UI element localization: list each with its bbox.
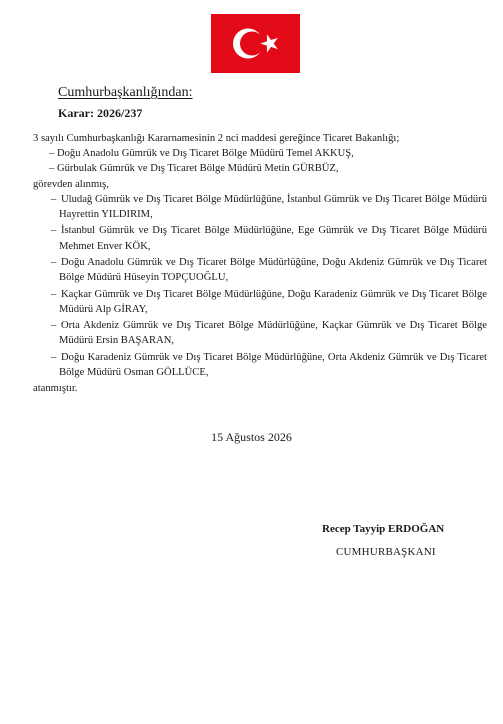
appointment-item xyxy=(33,192,487,222)
dash: – xyxy=(51,193,57,205)
dash: – xyxy=(51,225,57,237)
dismissed-item-text: Gürbulak Gümrük ve Dış Ticaret Bölge Müdürü Metin GÜRBÜZ, xyxy=(56,163,339,175)
dismissed-item xyxy=(33,146,487,161)
appointment-item-text: İstanbul Gümrük ve Dış Ticaret Bölge Müdürlüğüne, Ege Gümrük ve Dış Ticaret Bölge Müdürü Mehmet Enver KÖK, xyxy=(59,225,487,252)
dismissed-item-text: Doğu Anadolu Gümrük ve Dış Ticaret Bölge Müdürü Temel AKKUŞ, xyxy=(56,148,354,160)
dismissed-item xyxy=(33,161,487,176)
dismissed-tail: görevden alınmış, xyxy=(33,178,109,190)
signatory-name: Recep Tayyip ERDOĞAN xyxy=(322,523,445,535)
issuing-authority: Cumhurbaşkanlığından: xyxy=(58,85,193,100)
decision-body xyxy=(33,131,487,397)
appointment-item-text: Uludağ Gümrük ve Dış Ticaret Bölge Müdürlüğüne, İstanbul Gümrük ve Dış Ticaret Bölge Müdürü Hayrettin YILDIRIM, xyxy=(59,193,487,221)
appointment-item xyxy=(33,287,487,317)
closing-word: atanmıştır. xyxy=(33,383,78,395)
appointment-item-text: Doğu Anadolu Gümrük ve Dış Ticaret Bölge Müdürlüğüne, Doğu Akdeniz Gümrük ve Dış Ticaret Bölge Müdürü Hüseyin TOPÇUOĞLU, xyxy=(59,257,487,284)
appointment-item-text: Kaçkar Gümrük ve Dış Ticaret Bölge Müdürlüğüne, Doğu Karadeniz Gümrük ve Dış Ticaret Bölge Müdürü Alp GİRAY, xyxy=(59,288,487,315)
decision-number: Karar: 2026/237 xyxy=(58,106,143,120)
signatory-title: CUMHURBAŞKANI xyxy=(336,546,436,558)
appointment-item xyxy=(33,350,487,380)
dash: – xyxy=(51,320,57,332)
dash: – xyxy=(49,148,57,160)
appointment-item xyxy=(33,255,487,285)
appointment-item xyxy=(33,318,487,348)
dash: – xyxy=(51,351,57,363)
appointment-item-text: Doğu Karadeniz Gümrük ve Dış Ticaret Bölge Müdürlüğüne, Orta Akdeniz Gümrük ve Dış Ticaret Bölge Müdürü Osman GÖLLÜCE, xyxy=(59,351,487,378)
dash: – xyxy=(51,288,57,300)
appointment-item xyxy=(33,223,487,253)
turkish-flag-icon xyxy=(211,14,300,73)
decision-date: 15 Ağustos 2026 xyxy=(211,430,292,444)
intro-paragraph: 3 sayılı Cumhurbaşkanlığı Kararnamesinin 2 nci maddesi gereğince Ticaret Bakanlığı; xyxy=(33,133,400,144)
dash: – xyxy=(51,257,57,268)
dash: – xyxy=(49,163,57,175)
appointment-item-text: Orta Akdeniz Gümrük ve Dış Ticaret Bölge Müdürlüğüne, Kaçkar Gümrük ve Dış Ticaret Bölge Müdürü Ersin BAŞARAN, xyxy=(59,320,487,347)
